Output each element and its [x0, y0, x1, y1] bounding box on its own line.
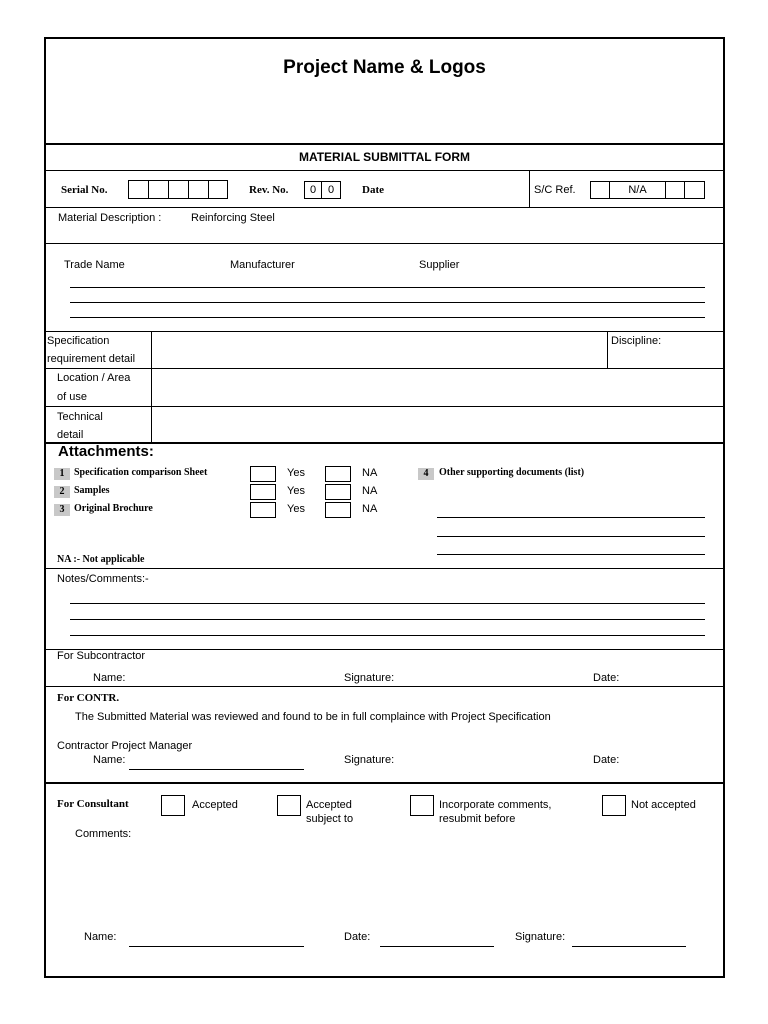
subcontractor-name-label[interactable]: Name: [93, 672, 126, 684]
yes-checkbox[interactable] [250, 502, 276, 518]
sc-ref-box[interactable] [590, 181, 610, 199]
technical-label: detail [57, 429, 84, 441]
na-note: NA :- Not applicable [57, 554, 145, 565]
form-title: MATERIAL SUBMITTAL FORM [298, 150, 471, 164]
discipline-label[interactable]: Discipline: [611, 335, 662, 347]
date-label: Date [362, 184, 384, 196]
contractor-statement: The Submitted Material was reviewed and found to be in full complaince with Project Specification [75, 711, 551, 723]
consultant-heading: For Consultant [57, 798, 129, 810]
yes-checkbox[interactable] [250, 466, 276, 482]
accepted-subject-checkbox[interactable] [277, 795, 301, 816]
item-number: 3 [54, 504, 70, 516]
accepted-label: Accepted [192, 799, 238, 811]
not-accepted-label: Not accepted [631, 799, 696, 811]
attachments-heading: Attachments: [58, 443, 154, 460]
accepted-checkbox[interactable] [161, 795, 185, 816]
attachment-label: Original Brochure [74, 503, 153, 514]
subcontractor-signature-label[interactable]: Signature: [344, 672, 395, 684]
rev-digit-box[interactable]: 0 [321, 181, 341, 199]
divider [44, 243, 723, 244]
accepted-subject-label: Accepted [306, 799, 352, 811]
consultant-date-label: Date: [344, 931, 371, 943]
supplier-label: Supplier [419, 259, 460, 271]
not-accepted-checkbox[interactable] [602, 795, 626, 816]
serial-digit-box[interactable] [148, 180, 169, 199]
manufacturer-label: Manufacturer [230, 259, 295, 271]
serial-no-label: Serial No. [61, 184, 108, 196]
attachment-label: Specification comparison Sheet [74, 467, 208, 478]
yes-checkbox[interactable] [250, 484, 276, 500]
item-number: 1 [54, 468, 70, 480]
divider [44, 568, 723, 569]
divider [44, 207, 723, 208]
serial-digit-box[interactable] [208, 180, 228, 199]
notes-line[interactable] [70, 619, 705, 620]
attachment-label: Samples [74, 485, 110, 496]
contractor-heading: For CONTR. [57, 692, 120, 704]
yes-label: Yes [287, 503, 305, 515]
sc-ref-box[interactable] [684, 181, 705, 199]
divider [44, 170, 723, 171]
na-checkbox[interactable] [325, 466, 351, 482]
contractor-signature-label[interactable]: Signature: [344, 754, 395, 766]
other-documents-line[interactable] [437, 536, 705, 537]
notes-line[interactable] [70, 635, 705, 636]
notes-line[interactable] [70, 603, 705, 604]
trade-line[interactable] [70, 317, 705, 318]
na-label: NA [362, 503, 378, 515]
contractor-name-label: Name: [93, 754, 126, 766]
incorporate-comments-label: resubmit before [439, 813, 516, 825]
yes-label: Yes [287, 485, 305, 497]
subcontractor-date-label[interactable]: Date: [593, 672, 620, 684]
contractor-name-line[interactable] [129, 769, 304, 770]
trade-line[interactable] [70, 302, 705, 303]
serial-digit-box[interactable] [188, 180, 209, 199]
na-label: NA [362, 485, 378, 497]
divider [607, 332, 608, 368]
serial-digit-box[interactable] [128, 180, 149, 199]
subcontractor-heading: For Subcontractor [57, 650, 146, 662]
divider [44, 686, 723, 687]
technical-label: Technical [57, 411, 103, 423]
rev-digit-box[interactable]: 0 [304, 181, 322, 199]
divider [151, 332, 152, 443]
consultant-signature-label: Signature: [515, 931, 566, 943]
location-label: of use [57, 391, 87, 403]
sc-ref-value[interactable]: N/A [609, 181, 666, 199]
incorporate-comments-label: Incorporate comments, [439, 799, 552, 811]
trade-line[interactable] [70, 287, 705, 288]
yes-label: Yes [287, 467, 305, 479]
consultant-name-line[interactable] [129, 946, 304, 947]
location-field[interactable] [153, 370, 721, 405]
material-description-value[interactable]: Reinforcing Steel [191, 212, 275, 224]
divider [44, 368, 723, 369]
other-documents-line[interactable] [437, 554, 705, 555]
serial-no-field[interactable] [128, 180, 228, 199]
consultant-comments-field[interactable] [75, 845, 705, 920]
divider [529, 171, 530, 208]
serial-digit-box[interactable] [168, 180, 189, 199]
contractor-pm-label: Contractor Project Manager [57, 740, 193, 752]
item-number: 4 [418, 468, 434, 480]
rev-no-label: Rev. No. [249, 184, 289, 196]
material-description-label: Material Description : [58, 212, 162, 224]
divider [44, 406, 723, 407]
sc-ref-box[interactable] [665, 181, 685, 199]
other-documents-label: Other supporting documents (list) [439, 467, 585, 478]
divider [44, 649, 723, 650]
specification-field[interactable] [153, 333, 605, 367]
sc-ref-label: S/C Ref. [534, 184, 576, 196]
notes-label: Notes/Comments:- [57, 573, 149, 585]
other-documents-line[interactable] [437, 517, 705, 518]
location-label: Location / Area [57, 372, 131, 384]
divider [44, 782, 723, 784]
consultant-comments-label: Comments: [75, 828, 132, 840]
item-number: 2 [54, 486, 70, 498]
contractor-date-label[interactable]: Date: [593, 754, 620, 766]
accepted-subject-label: subject to [306, 813, 354, 825]
trade-name-label: Trade Name [64, 259, 125, 271]
consultant-name-label: Name: [84, 931, 117, 943]
consultant-date-line[interactable] [380, 946, 494, 947]
na-checkbox[interactable] [325, 484, 351, 500]
divider [44, 143, 723, 145]
page-title: Project Name & Logos [283, 57, 486, 78]
technical-field[interactable] [153, 408, 721, 442]
divider [44, 331, 723, 332]
specification-label: Specification [47, 335, 110, 347]
na-label: NA [362, 467, 378, 479]
specification-label: requirement detail [47, 353, 136, 365]
consultant-signature-line[interactable] [572, 946, 686, 947]
na-checkbox[interactable] [325, 502, 351, 518]
incorporate-comments-checkbox[interactable] [410, 795, 434, 816]
